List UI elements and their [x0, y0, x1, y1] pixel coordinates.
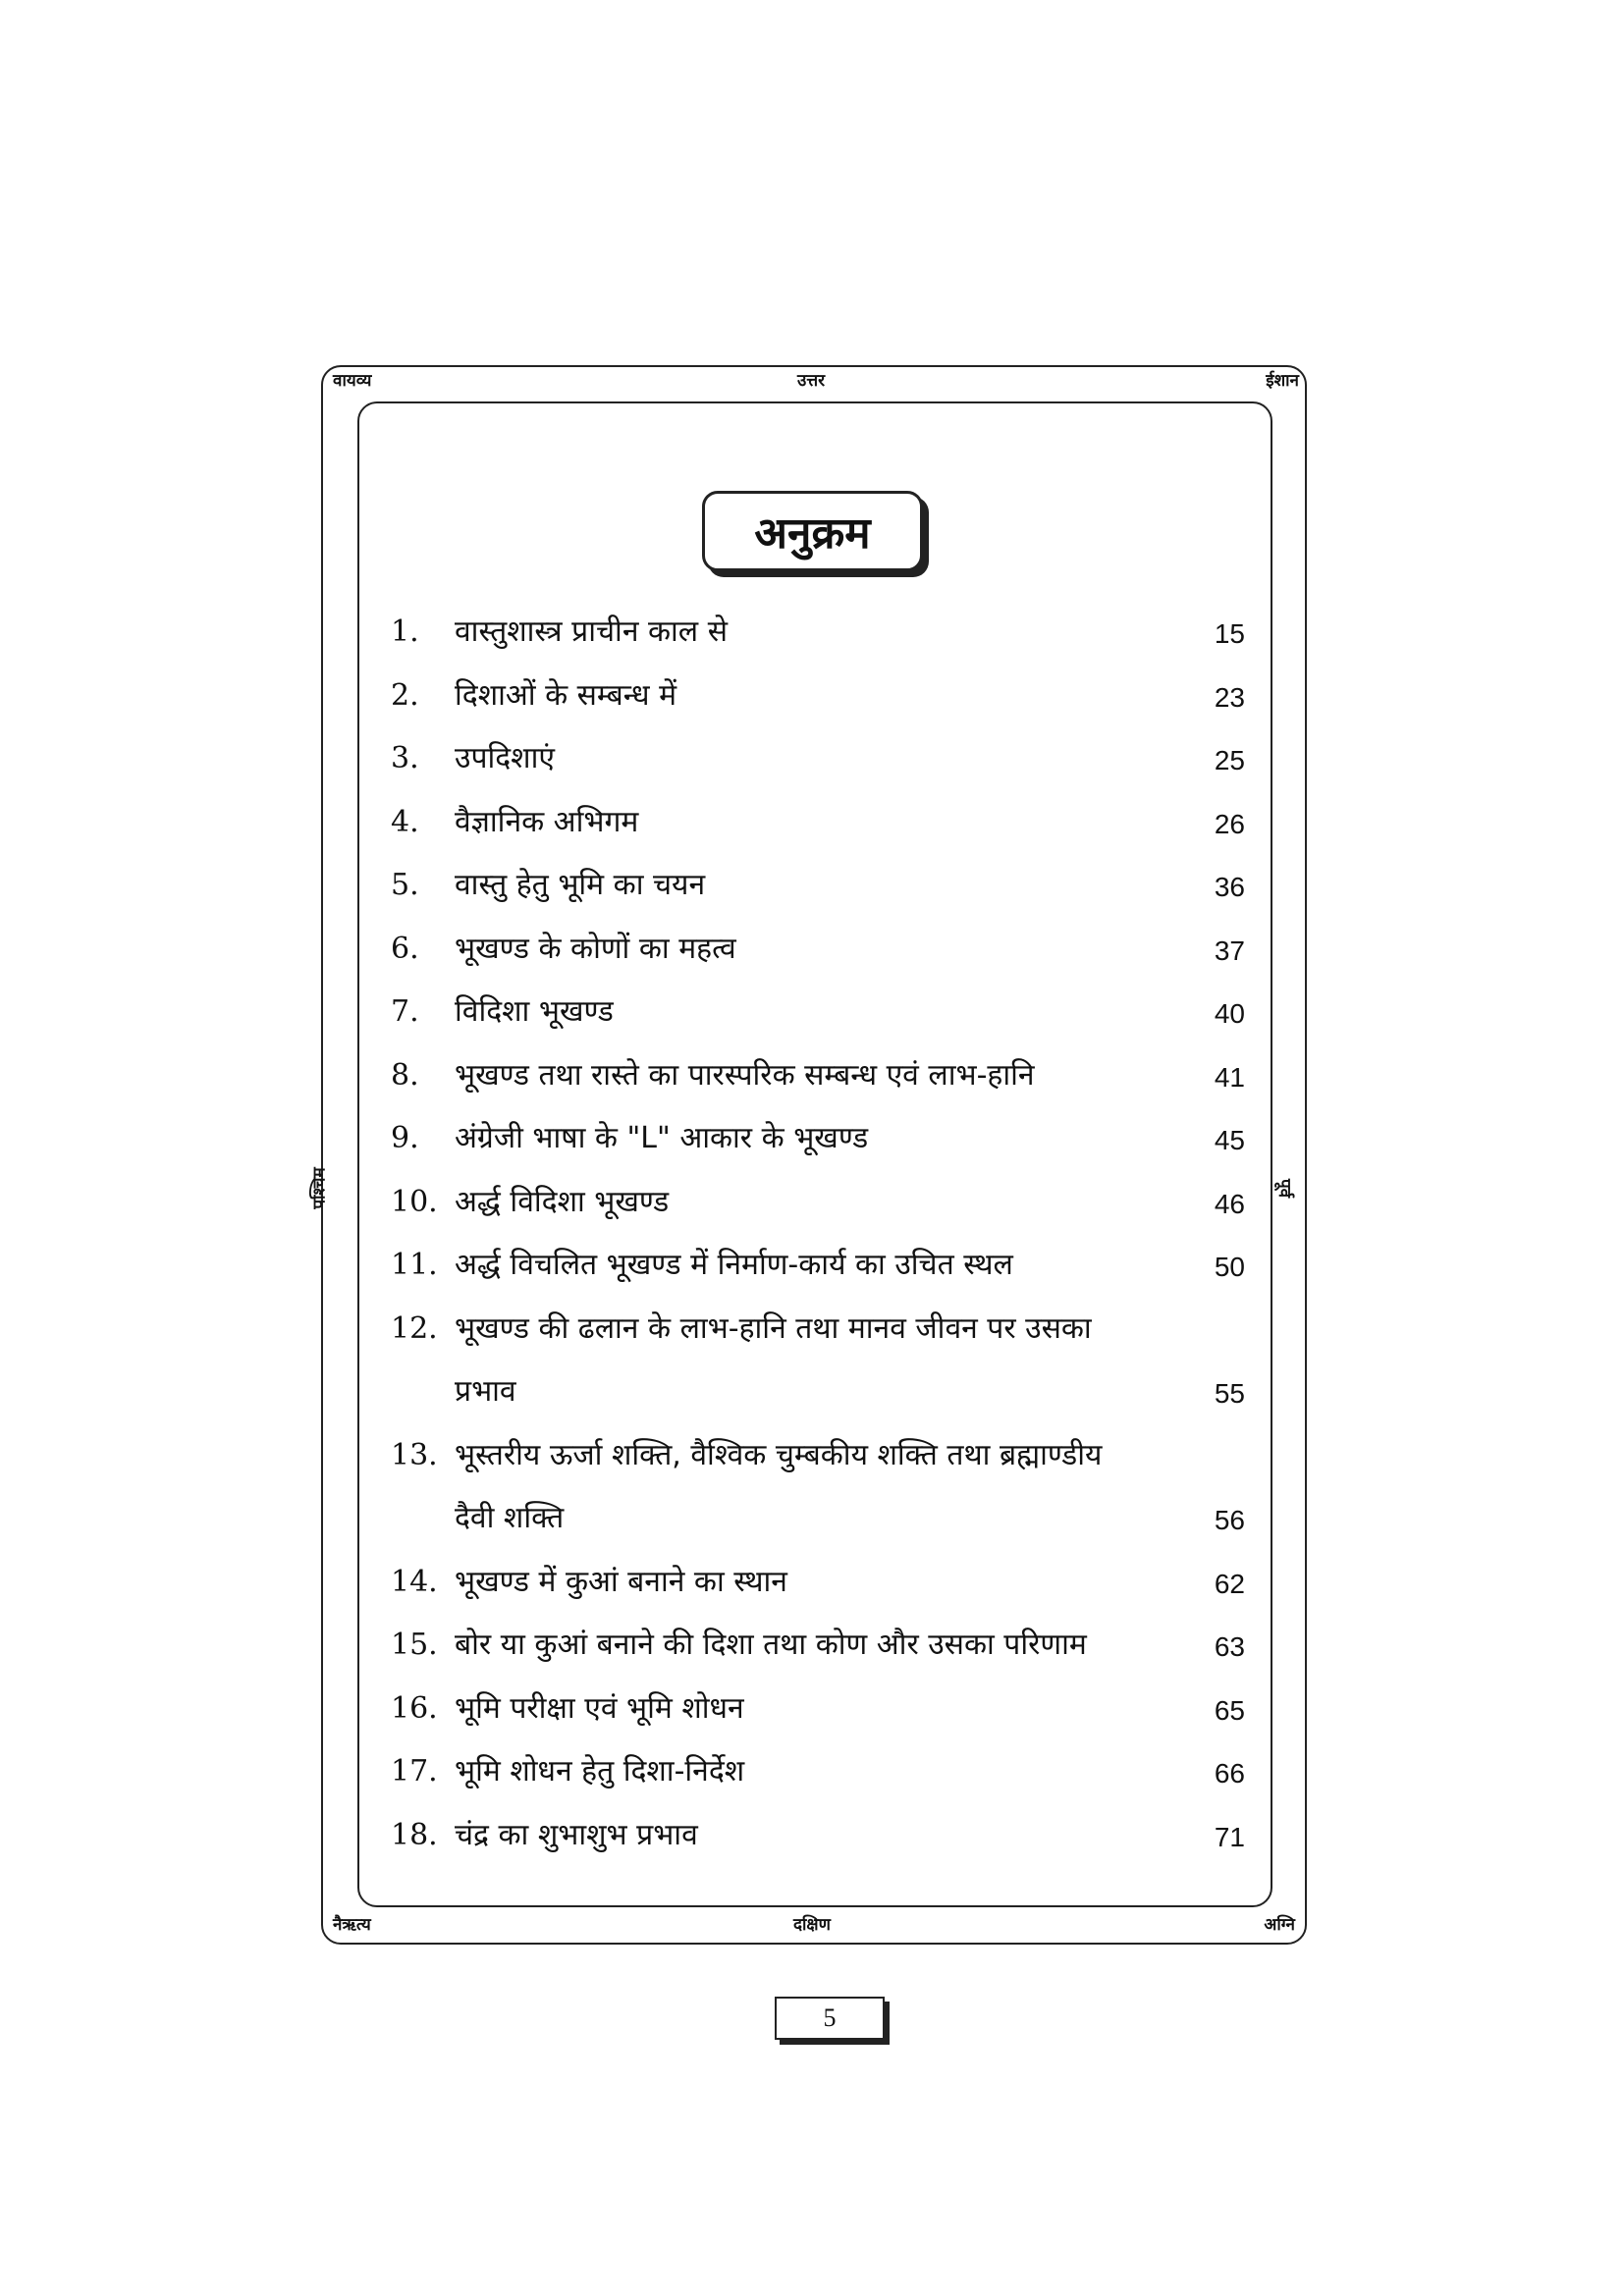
toc-entry-page: 65: [1214, 1694, 1245, 1726]
toc-entry: [391, 1687, 1265, 1751]
direction-east-label: पूर्व: [1274, 1178, 1295, 1199]
toc-entry-title: बोर या कुआं बनाने की दिशा तथा कोण और उसका परिणाम: [455, 1628, 1087, 1662]
toc-entry-title: चंद्र का शुभाशुभ प्रभाव: [455, 1817, 698, 1852]
toc-entry-page: 50: [1214, 1252, 1245, 1282]
toc-entry-title: विदिशा भूखण्ड: [455, 994, 614, 1029]
toc-entry-number: 14.: [391, 1564, 438, 1599]
toc-entry-page: 63: [1214, 1631, 1245, 1662]
toc-entry-page: 40: [1214, 998, 1245, 1029]
toc-entry: [391, 928, 1265, 991]
toc-entry: [391, 1814, 1265, 1878]
toc-entry-page: 23: [1214, 681, 1245, 713]
toc-entry-page: 46: [1214, 1188, 1245, 1219]
toc-entry-title: भूमि परीक्षा एवं भूमि शोधन: [455, 1690, 744, 1726]
toc-entry-page: 66: [1214, 1758, 1245, 1789]
toc-entry-number: 18.: [391, 1817, 438, 1852]
direction-southwest-label: नैऋत्य: [333, 1915, 371, 1935]
toc-entry-page: 71: [1214, 1821, 1245, 1852]
toc-entry-number: 11.: [391, 1248, 438, 1282]
direction-west-label: पश्चिम: [309, 1167, 330, 1209]
toc-entry-page: 25: [1214, 745, 1245, 775]
toc-entry: [391, 1308, 1265, 1434]
toc-entry-page: 36: [1214, 872, 1245, 902]
page-number: 5: [775, 1997, 885, 2040]
direction-southeast-label: अग्नि: [1264, 1915, 1295, 1935]
page-title: अनुक्रम: [702, 491, 923, 571]
toc-entry-title: भूखण्ड की ढलान के लाभ-हानि तथा मानव जीवन पर उसका प्रभाव: [455, 1310, 1092, 1409]
toc-entry: [391, 1181, 1265, 1245]
toc-entry-page: 37: [1214, 934, 1245, 966]
direction-north-label: उत्तर: [797, 371, 826, 391]
toc-entry-title: अर्द्ध विचलित भूखण्ड में निर्माण-कार्य का उचित स्थल: [455, 1248, 1013, 1282]
toc-entry-number: 12.: [391, 1310, 438, 1346]
toc-entry-number: 4.: [391, 804, 419, 839]
toc-entry-number: 3.: [391, 741, 419, 775]
toc-entry: [391, 611, 1265, 674]
toc-entry-number: 6.: [391, 931, 419, 966]
toc-entry-number: 13.: [391, 1437, 438, 1472]
toc-entry-page: 26: [1214, 808, 1245, 839]
toc-entry: [391, 1561, 1265, 1625]
toc-entry: [391, 801, 1265, 865]
toc-entry-title: भूमि शोधन हेतु दिशा-निर्देश: [455, 1754, 745, 1789]
toc-entry-page: 45: [1214, 1125, 1245, 1155]
toc-entry-number: 9.: [391, 1121, 419, 1155]
toc-entry: [391, 737, 1265, 801]
toc-entry-page: 62: [1214, 1568, 1245, 1599]
table-of-contents: [391, 611, 1265, 1877]
toc-entry: [391, 1750, 1265, 1814]
toc-entry-number: 10.: [391, 1184, 438, 1219]
toc-entry-number: 15.: [391, 1628, 438, 1662]
toc-entry-number: 1.: [391, 614, 419, 649]
toc-entry-title: भूखण्ड में कुआं बनाने का स्थान: [455, 1564, 787, 1599]
toc-entry-number: 16.: [391, 1690, 438, 1726]
toc-entry-number: 8.: [391, 1057, 419, 1093]
toc-entry-title: अंग्रेजी भाषा के "L" आकार के भूखण्ड: [455, 1121, 869, 1155]
toc-entry-title: दिशाओं के सम्बन्ध में: [455, 677, 677, 713]
toc-entry-number: 17.: [391, 1754, 438, 1789]
toc-entry-number: 5.: [391, 868, 419, 902]
toc-entry-title: भूखण्ड तथा रास्ते का पारस्परिक सम्बन्ध एवं लाभ-हानि: [455, 1057, 1035, 1093]
toc-entry-number: 7.: [391, 994, 419, 1029]
toc-entry-title: अर्द्ध विदिशा भूखण्ड: [455, 1184, 670, 1219]
toc-entry-page: 41: [1214, 1061, 1245, 1093]
toc-entry-number: 2.: [391, 677, 419, 713]
direction-south-label: दक्षिण: [793, 1915, 831, 1935]
toc-entry-title: उपदिशाएं: [455, 741, 555, 775]
toc-entry-title: भूखण्ड के कोणों का महत्व: [455, 931, 736, 966]
toc-entry-title: भूस्तरीय ऊर्जा शक्ति, वैश्विक चुम्बकीय शक्ति तथा ब्रह्माण्डीय दैवी शक्ति: [455, 1437, 1103, 1535]
toc-entry-title: वास्तुशास्त्र प्राचीन काल से: [455, 614, 728, 649]
toc-entry-page: 55: [1214, 1377, 1245, 1409]
toc-entry-title: वैज्ञानिक अभिगम: [455, 804, 639, 839]
toc-entry: [391, 1117, 1265, 1181]
toc-entry: [391, 674, 1265, 738]
direction-northwest-label: वायव्य: [333, 371, 372, 391]
toc-entry-page: 15: [1214, 618, 1245, 649]
direction-northeast-label: ईशान: [1266, 371, 1299, 391]
toc-entry: [391, 1624, 1265, 1687]
toc-entry: [391, 864, 1265, 928]
toc-entry: [391, 1434, 1265, 1561]
toc-entry: [391, 990, 1265, 1054]
toc-entry: [391, 1054, 1265, 1118]
toc-entry-title: वास्तु हेतु भूमि का चयन: [455, 868, 706, 902]
toc-entry-page: 56: [1214, 1504, 1245, 1535]
